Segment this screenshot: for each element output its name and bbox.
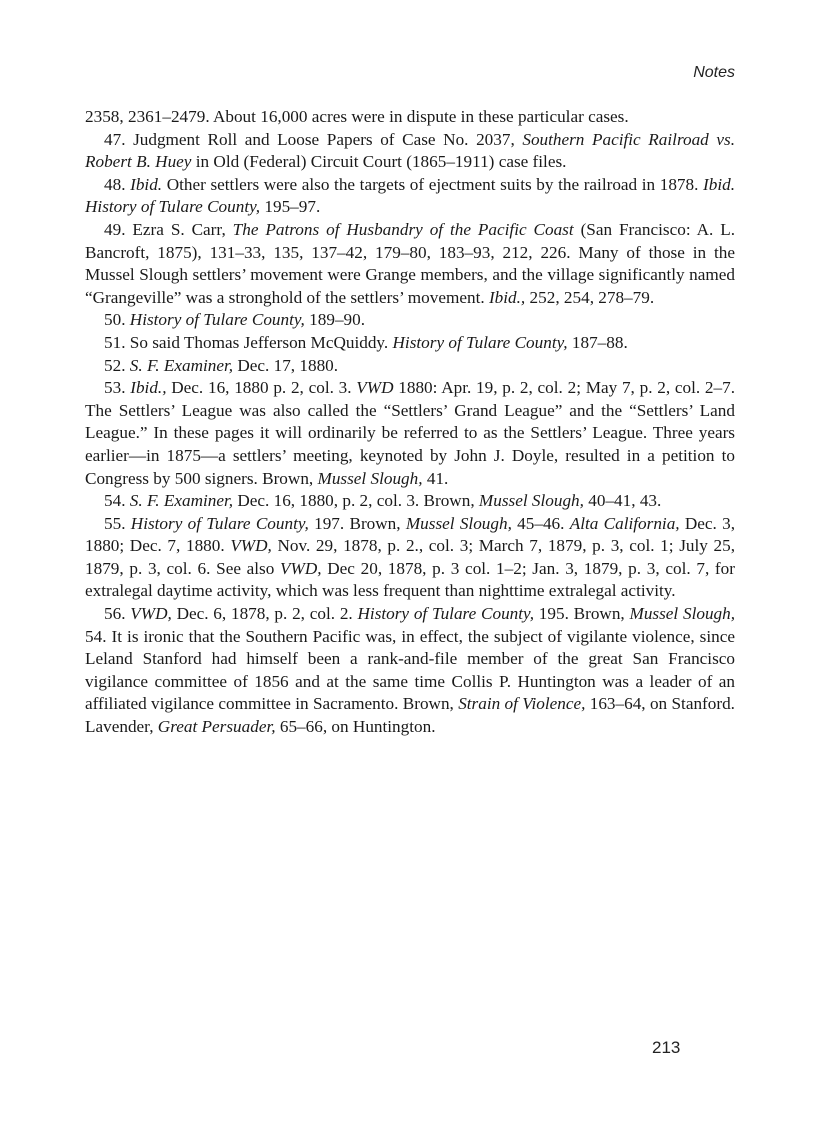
footnote-text-run: 195. Brown, — [534, 604, 630, 624]
footnote-text-run: 41. — [422, 468, 449, 488]
footnote-italic-run: VWD — [356, 378, 394, 398]
footnote-italic-run: Mussel Slough, — [405, 513, 512, 533]
footnote-italic-run: VWD, — [280, 558, 322, 578]
footnote-text-run: (San Francisco: A. L. Bancroft, 1875), 131–33, 135, 137–42, 179–80, 183–93, 212, 226. Many of those in the Mussel Slough settlers’ movement were Grange members, and the village significantly named “Grangeville” was a stronghold of the settlers’ movement. — [85, 219, 735, 307]
footnote-text-run: Dec. 16, 1880 p. 2, col. 3. — [166, 378, 357, 398]
footnote-italic-run: Southern Pacific Railroad vs. Robert B. Huey — [85, 129, 735, 172]
footnote-text-run: 195–97. — [260, 197, 321, 217]
footnote-italic-run: Mussel Slough, — [629, 604, 736, 624]
footnote-text-run: 252, 254, 278–79. — [525, 287, 655, 307]
footnote — [85, 309, 735, 332]
footnote-text-run: 54. It is ironic that the Southern Pacific was, in effect, the subject of vigilante violence, since Leland Stanford had himself been a rank-and-file member of the great San Francisco vigilance committee of 1856 and at the same time Collis P. Huntington was a leader of an affiliated vigilance committee in Sacramento. Brown, — [85, 626, 735, 714]
footnote-text-run: 2358, 2361–2479. About 16,000 acres were in dispute in these particular cases. — [85, 107, 629, 126]
footnote-text-run: 197. Brown, — [308, 513, 406, 533]
footnote-text-run: 54. — [104, 491, 130, 511]
footnote-italic-run: VWD, — [230, 536, 272, 556]
footnote-italic-run: History of Tulare County, — [392, 332, 568, 352]
footnote — [85, 603, 735, 739]
footnote-text-run: 189–90. — [304, 310, 366, 330]
footnote-italic-run: The Patrons of Husbandry of the Pacific Coast — [232, 219, 574, 239]
footnote-text-run: Dec. 16, 1880, p. 2, col. 3. Brown, — [233, 491, 479, 511]
footnote-text-run: 1880: Apr. 19, p. 2, col. 2; May 7, p. 2, col. 2–7. The Settlers’ League was also called the “Settlers’ Grand League” and the “Settlers’ Land League.” In these pages it will ordinarily be referred to as the Settlers’ League. Three years earlier—in 1875—a settlers’ meeting, keynoted by John J. Doyle, resulted in a petition to Congress by 500 signers. Brown, — [85, 378, 736, 488]
footnote-text-run: in Old (Federal) Circuit Court (1865–1911) case files. — [191, 152, 567, 172]
footnote-text-run: Dec. 3, 1880; Dec. 7, 1880. — [85, 513, 736, 556]
footnote-italic-run: History of Tulare County, — [357, 604, 535, 624]
footnote-text-run: 51. So said Thomas Jefferson McQuiddy. — [104, 332, 393, 352]
footnote-text-run: Nov. 29, 1878, p. 2., col. 3; March 7, 1879, p. 3, col. 1; July 25, 1879, p. 3, col. 6. See also — [85, 536, 735, 578]
footnote-italic-run: History of Tulare County, — [130, 513, 309, 533]
footnote-italic-run: Ibid. History of Tulare County, — [85, 174, 735, 217]
footnote-text-run: 47. Judgment Roll and Loose Papers of Case No. 2037, — [104, 129, 523, 149]
footnote-text-run: 50. — [104, 310, 130, 330]
footnote — [85, 513, 735, 603]
footnote-text-run: 48. — [104, 174, 131, 194]
footnote-text-run: 53. — [104, 378, 131, 398]
footnote-text-run: Other settlers were also the targets of ejectment suits by the railroad in 1878. — [162, 174, 704, 194]
footnote-text-run: Dec. 17, 1880. — [233, 355, 339, 375]
footnote-italic-run: Alta California, — [569, 513, 680, 533]
footnote-italic-run: Ibid., — [130, 378, 167, 398]
footnote-italic-run: VWD, — [130, 604, 172, 624]
footnote-italic-run: Mussel Slough, — [317, 468, 423, 488]
notes-body — [85, 106, 735, 739]
footnote — [85, 174, 735, 219]
footnote-italic-run: Great Persuader, — [157, 717, 276, 737]
footnote-text-run: 40–41, 43. — [583, 491, 662, 511]
footnote-italic-run: Mussel Slough, — [478, 491, 584, 511]
footnote-text-run: 65–66, on Huntington. — [275, 717, 436, 737]
footnote — [85, 377, 735, 490]
footnote-italic-run: Strain of Violence, — [458, 694, 586, 714]
footnote — [85, 490, 735, 513]
footnote-text-run: Dec. 6, 1878, p. 2, col. 2. — [171, 604, 358, 624]
footnote-italic-run: S. F. Examiner, — [129, 491, 234, 511]
footnote-text-run: 187–88. — [567, 332, 628, 352]
footnote-text-run: 52. — [104, 355, 130, 375]
footnote-text-run: 45–46. — [511, 513, 570, 533]
footnote — [85, 219, 735, 309]
footnote-text-run: 56. — [104, 604, 131, 624]
page-number: 213 — [652, 1038, 681, 1057]
footnote — [85, 332, 735, 355]
footnote-italic-run: Ibid. — [130, 174, 163, 194]
running-head: Notes — [693, 64, 735, 81]
footnote-text-run: 55. — [104, 513, 131, 533]
footnote — [85, 355, 735, 378]
footnote — [85, 106, 735, 129]
footnote-italic-run: S. F. Examiner, — [129, 355, 234, 375]
footnote-text-run: Dec 20, 1878, p. 3 col. 1–2; Jan. 3, 1879, p. 3, col. 7, for extralegal daytime activity, which was less frequent than nighttime extralegal activity. — [85, 558, 735, 601]
footnote-text-run: 163–64, on Stanford. Lavender, — [85, 694, 735, 737]
footnote — [85, 129, 735, 174]
footnote-italic-run: Ibid., — [488, 287, 526, 307]
footnote-text-run: 49. Ezra S. Carr, — [104, 219, 233, 239]
footnote-italic-run: History of Tulare County, — [129, 310, 305, 330]
